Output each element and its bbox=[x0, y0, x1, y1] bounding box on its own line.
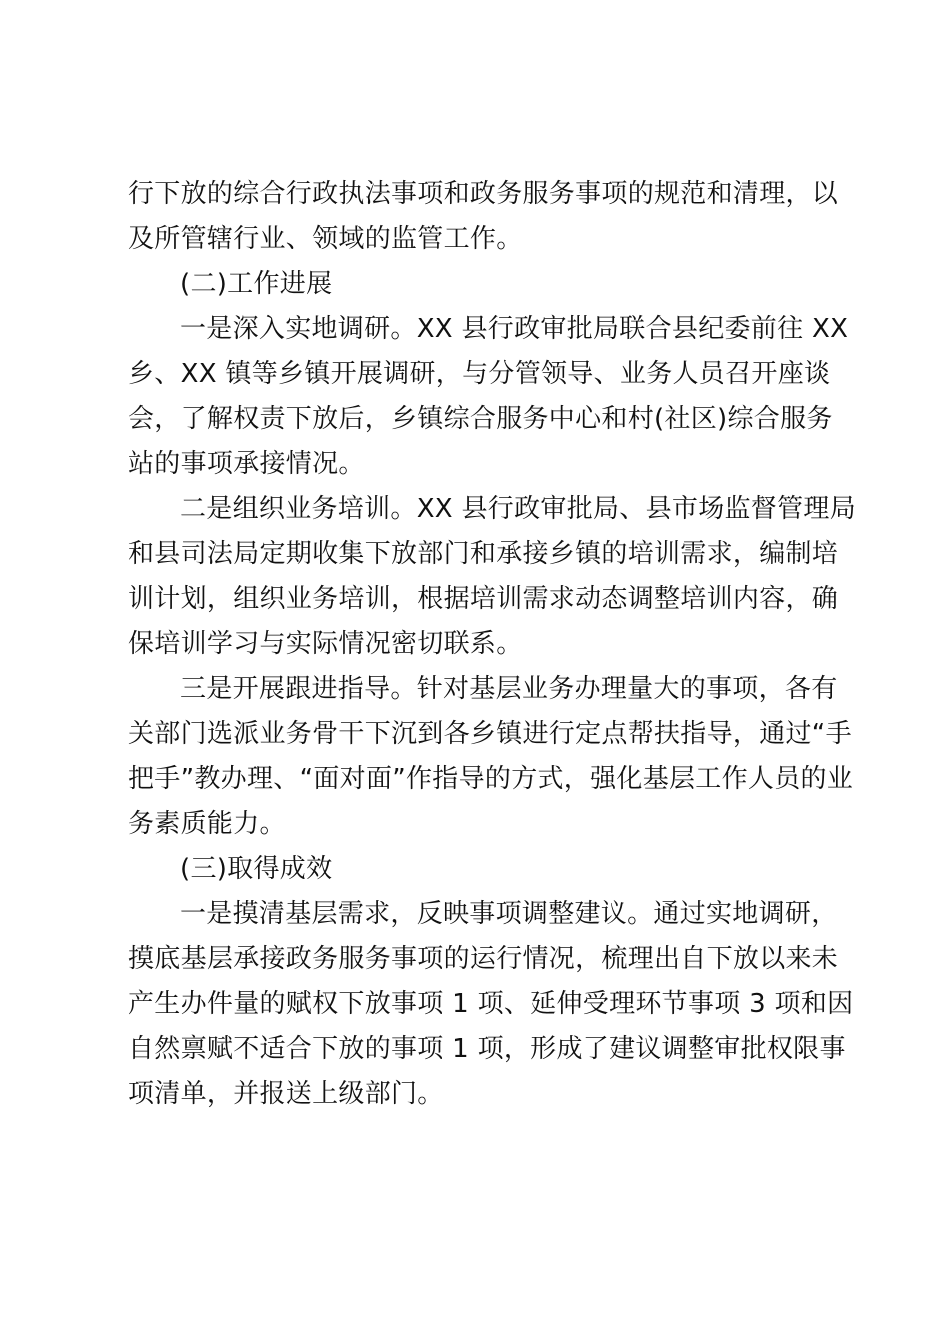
body-text-line: 产生办件量的赋权下放事项 1 项、延伸受理环节事项 3 项和因 bbox=[128, 989, 854, 1019]
body-text-line: 和县司法局定期收集下放部门和承接乡镇的培训需求，编制培 bbox=[128, 539, 839, 569]
body-text-line: 自然禀赋不适合下放的事项 1 项，形成了建议调整审批权限事 bbox=[128, 1034, 846, 1064]
body-text-line: 保培训学习与实际情况密切联系。 bbox=[128, 629, 523, 659]
body-text-line: 及所管辖行业、领域的监管工作。 bbox=[128, 224, 523, 254]
body-text-line: 站的事项承接情况。 bbox=[128, 449, 365, 479]
body-text-line: 二是组织业务培训。XX 县行政审批局、县市场监督管理局 bbox=[180, 494, 856, 524]
body-text-line: 项清单，并报送上级部门。 bbox=[128, 1079, 444, 1109]
section-heading-results: (三)取得成效 bbox=[180, 854, 333, 884]
body-text-line: 务素质能力。 bbox=[128, 809, 286, 839]
body-text-line: 行下放的综合行政执法事项和政务服务事项的规范和清理，以 bbox=[128, 179, 839, 209]
body-text-line: 把手”教办理、“面对面”作指导的方式，强化基层工作人员的业 bbox=[128, 764, 854, 794]
body-text-line: 关部门选派业务骨干下沉到各乡镇进行定点帮扶指导，通过“手 bbox=[128, 719, 852, 749]
body-text-line: 一是摸清基层需求，反映事项调整建议。通过实地调研， bbox=[180, 899, 838, 929]
body-text-line: 会，了解权责下放后，乡镇综合服务中心和村(社区)综合服务 bbox=[128, 404, 833, 434]
body-text-line: 训计划，组织业务培训，根据培训需求动态调整培训内容，确 bbox=[128, 584, 839, 614]
body-text-line: 一是深入实地调研。XX 县行政审批局联合县纪委前往 XX bbox=[180, 314, 849, 344]
body-text-line: 乡、XX 镇等乡镇开展调研，与分管领导、业务人员召开座谈 bbox=[128, 359, 831, 389]
section-heading-progress: (二)工作进展 bbox=[180, 269, 333, 299]
body-text-line: 摸底基层承接政务服务事项的运行情况，梳理出自下放以来未 bbox=[128, 944, 839, 974]
body-text-line: 三是开展跟进指导。针对基层业务办理量大的事项，各有 bbox=[180, 674, 838, 704]
